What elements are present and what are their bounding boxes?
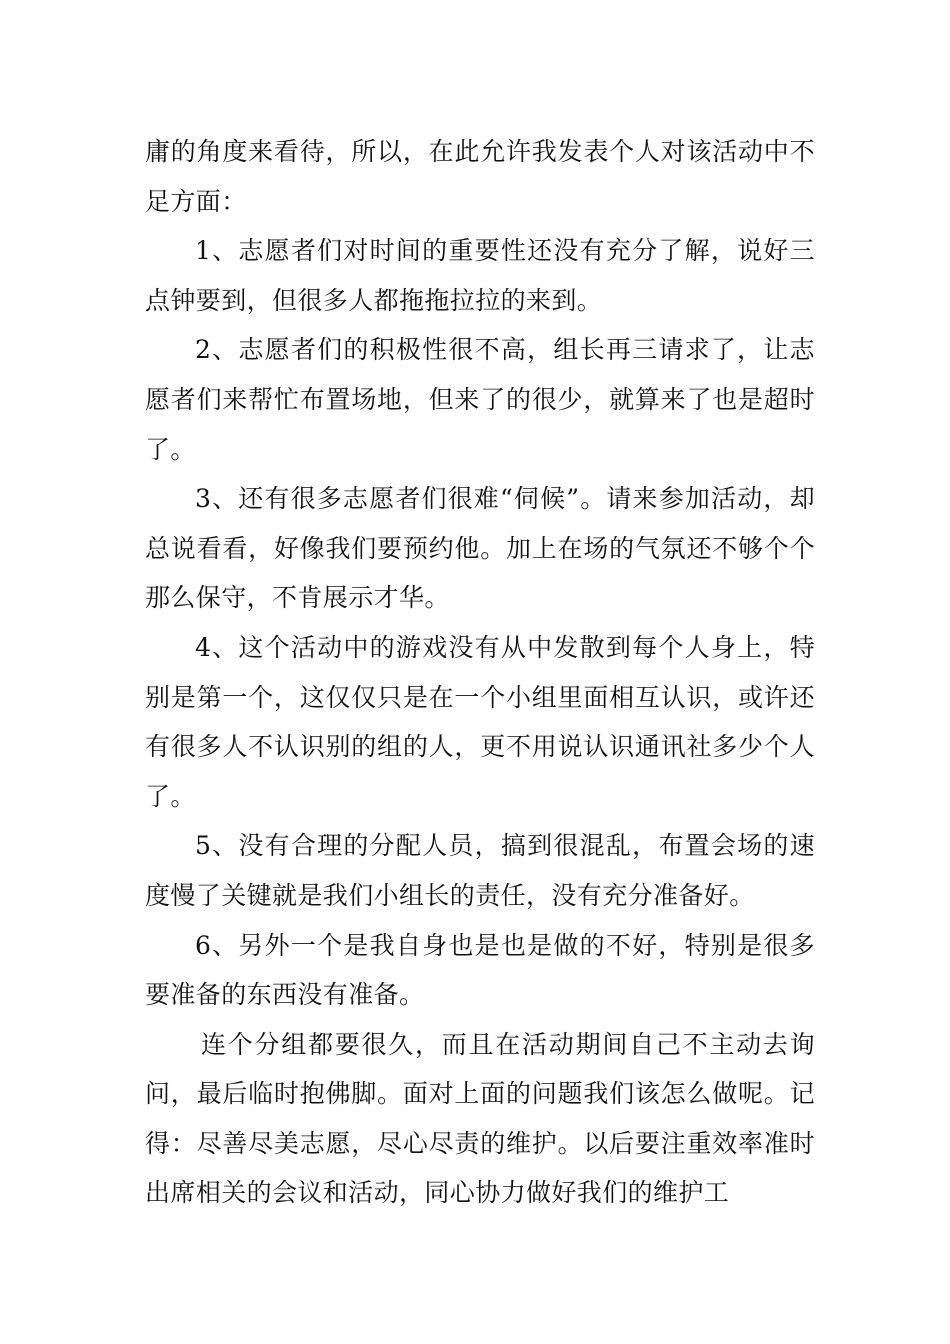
paragraph-item-5: 5、没有合理的分配人员，搞到很混乱，布置会场的速度慢了关键就是我们小组长的责任，没有充分准备好。 <box>145 831 815 910</box>
paragraph-item-2: 2、志愿者们的积极性很不高，组长再三请求了，让志愿者们来帮忙布置场地，但来了的很少，就算来了也是超时了。 <box>145 335 815 464</box>
paragraph-item-6: 6、另外一个是我自身也是也是做的不好，特别是很多要准备的东西没有准备。 <box>145 930 815 1010</box>
paragraph-item-1: 1、志愿者们对时间的重要性还没有充分了解，说好三点钟要到，但很多人都拖拖拉拉的来到。 <box>145 236 815 315</box>
paragraph-item-4: 4、这个活动中的游戏没有从中发散到每个人身上，特别是第一个，这仅仅只是在一个小组里面相互认识，或许还有很多人不认识别的组的人，更不用说认识通讯社多少个人了。 <box>145 632 815 811</box>
paragraph-item-3: 3、还有很多志愿者们很难“伺候”。请来参加活动，却总说看看，好像我们要预约他。加上在场的气氛还不够个个那么保守，不肯展示才华。 <box>145 484 815 613</box>
document-body <box>145 127 815 1218</box>
paragraph-continuation: 庸的角度来看待，所以，在此允许我发表个人对该活动中不足方面： <box>145 137 815 216</box>
paragraph-conclusion: 连个分组都要很久，而且在活动期间自己不主动去询问，最后临时抱佛脚。面对上面的问题我们该怎么做呢。记得：尽善尽美志愿，尽心尽责的维护。以后要注重效率准时出席相关的会议和活动，同心协力做好我们的维护工 <box>145 1029 815 1208</box>
